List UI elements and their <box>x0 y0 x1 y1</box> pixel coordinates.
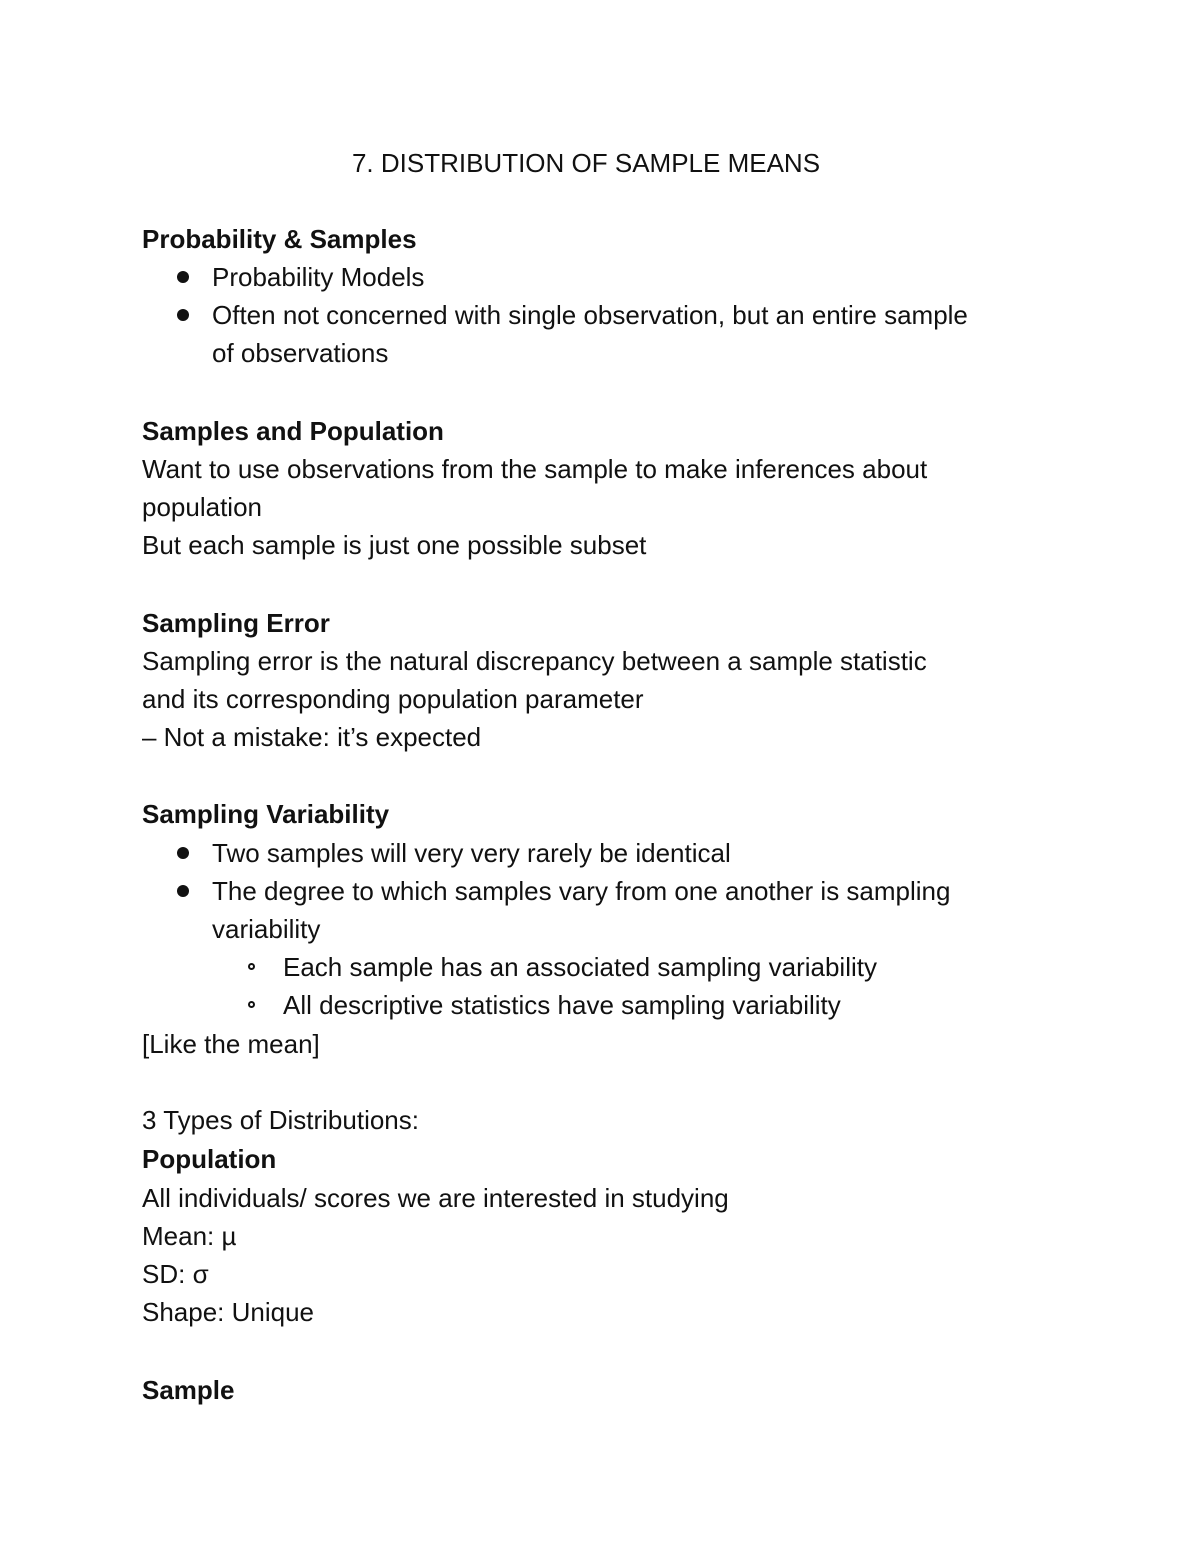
paragraph-line: But each sample is just one possible subset <box>142 530 647 560</box>
heading-sampling-error: Sampling Error <box>142 608 330 638</box>
population-mean: Mean: µ <box>142 1221 237 1251</box>
list-item: Probability Models <box>212 262 425 292</box>
distributions-intro: 3 Types of Distributions: <box>142 1105 419 1135</box>
list-item: Often not concerned with single observation, but an entire sample <box>212 300 968 330</box>
list-item-continuation: of observations <box>212 338 389 368</box>
paragraph-line: and its corresponding population parameter <box>142 684 644 714</box>
paragraph-line: Sampling error is the natural discrepancy between a sample statistic <box>142 646 927 676</box>
heading-probability-samples: Probability & Samples <box>142 224 417 254</box>
page-title: 7. DISTRIBUTION OF SAMPLE MEANS <box>351 148 821 178</box>
heading-sample: Sample <box>142 1375 235 1405</box>
sub-list-item: All descriptive statistics have sampling variability <box>283 990 841 1020</box>
paragraph-line: – Not a mistake: it’s expected <box>142 722 482 752</box>
paragraph-line: All individuals/ scores we are interested in studying <box>142 1183 729 1213</box>
sub-bullet-icon <box>248 963 255 970</box>
population-sd: SD: σ <box>142 1259 209 1289</box>
bullet-icon <box>177 847 189 859</box>
heading-sampling-variability: Sampling Variability <box>142 799 390 829</box>
note-text: [Like the mean] <box>142 1029 320 1059</box>
sub-list-item: Each sample has an associated sampling variability <box>283 952 877 982</box>
heading-samples-population: Samples and Population <box>142 416 444 446</box>
paragraph-line: Want to use observations from the sample to make inferences about <box>142 454 928 484</box>
list-item-continuation: variability <box>212 914 321 944</box>
population-shape: Shape: Unique <box>142 1297 315 1327</box>
paragraph-line: population <box>142 492 262 522</box>
sub-bullet-icon <box>248 1001 255 1008</box>
bullet-icon <box>177 271 189 283</box>
bullet-icon <box>177 885 189 897</box>
heading-population: Population <box>142 1144 277 1174</box>
list-item: The degree to which samples vary from one another is sampling <box>212 876 951 906</box>
bullet-icon <box>177 309 189 321</box>
list-item: Two samples will very very rarely be identical <box>212 838 731 868</box>
